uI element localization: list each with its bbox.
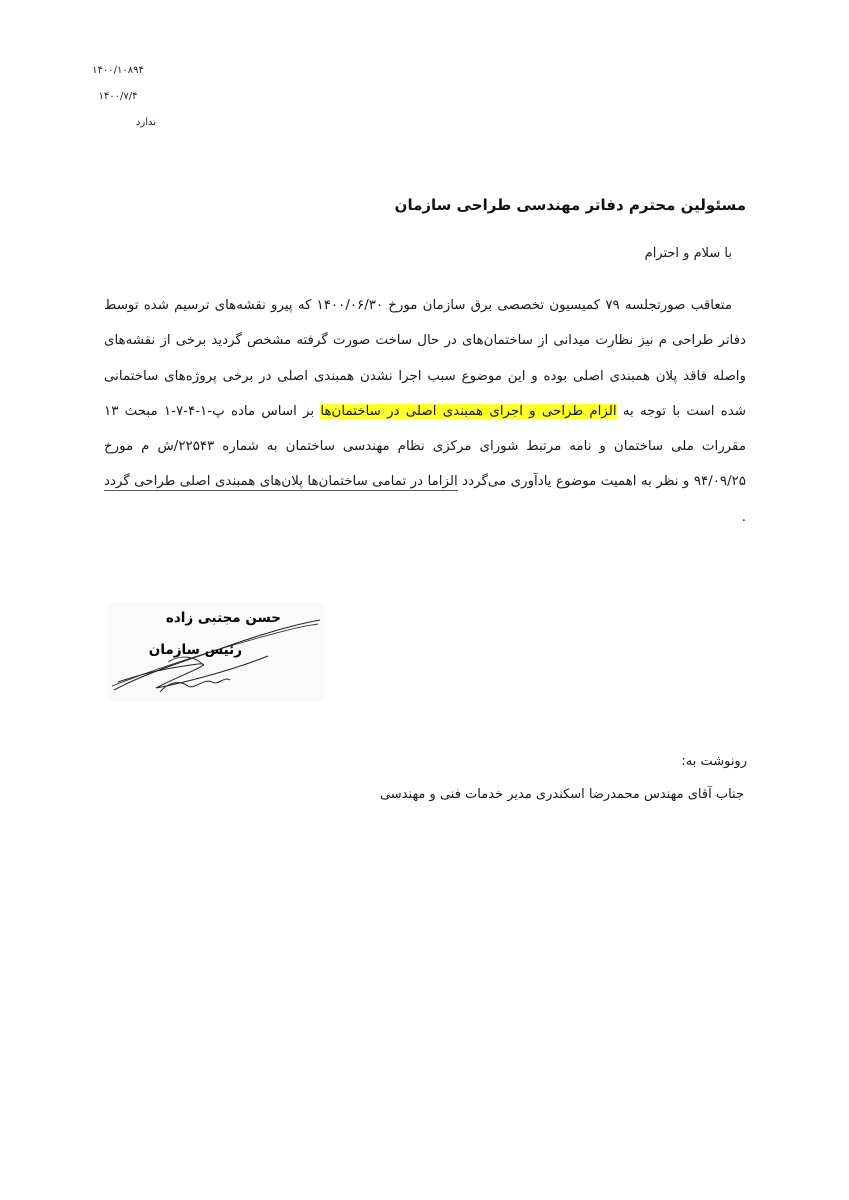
body-end: . bbox=[741, 509, 746, 525]
body-part-1: متعاقب صورتجلسه ۷۹ کمیسیون تخصصی برق سازمان مورخ ۱۴۰۰/۰۶/۳۰ که پیرو نقشه‌های ترسیم شده توسط دفاتر طراحی م نیز نظارت میدانی از ساختمان‌های در حال ساخت صورت گرفته مشخص گردید برخی از نقشه‌های واصله فاقد پلان همبندی اصلی بوده و این موضوع سبب اجرا نشدن همبندی اصلی در برخی پروژه‌های ساختمانی شده است با توجه به bbox=[104, 298, 746, 419]
cc-label: رونوشت به: bbox=[681, 754, 747, 769]
letter-date: ۱۴۰۰/۷/۴ bbox=[98, 91, 138, 102]
letter-number: ۱۴۰۰/۱۰۸۹۴ bbox=[92, 65, 144, 76]
body-part-2: بر اساس ماده پ-۱-۴-۷-۱ مبحث ۱۳ مقررات ملی ساختمان و نامه مرتبط شورای مرکزی نظام مهندسی ساختمان به شماره ۲۲۵۴۳/ش م مورخ ۹۴/۰۹/۲۵ و نظر به اهمیت موضوع یادآوری می‌گردد bbox=[104, 403, 746, 490]
cc-recipient: جناب آقای مهندس محمدرضا اسکندری مدیر خدمات فنی و مهندسی bbox=[379, 787, 744, 802]
letter-meta bbox=[78, 58, 158, 136]
signature-role: رئیس سازمان bbox=[148, 642, 242, 658]
signature-name: حسن مجتبی زاده bbox=[165, 610, 281, 626]
body-underlined: الزاما در تمامی ساختمان‌ها پلان‌های همبندی اصلی طراحی گردد bbox=[104, 474, 458, 490]
signature-block bbox=[108, 602, 324, 702]
letter-greeting: با سلام و احترام bbox=[644, 246, 732, 261]
body-highlight: الزام طراحی و اجرای همبندی اصلی در ساختمان‌ها bbox=[320, 403, 617, 419]
letter-body bbox=[104, 288, 746, 535]
letter-attachment: ندارد bbox=[135, 117, 156, 128]
letter-addressee: مسئولین محترم دفاتر مهندسی طراحی سازمان bbox=[394, 196, 746, 214]
